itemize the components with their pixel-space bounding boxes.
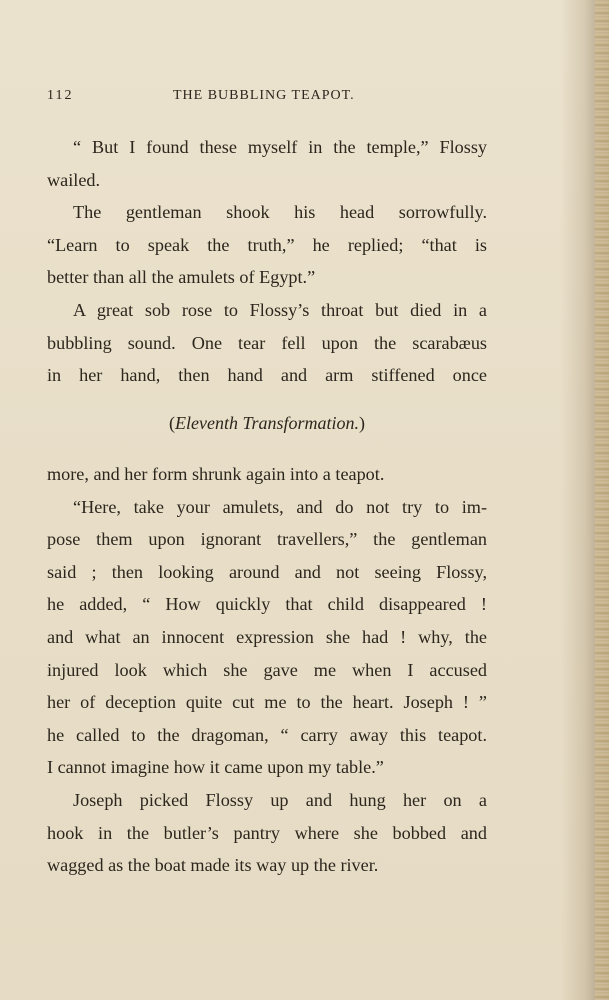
text-line: said ; then looking around and not seeing Flossy, <box>47 561 487 582</box>
caption-close-paren: ) <box>359 413 365 433</box>
illustration-caption <box>47 408 487 438</box>
text-line: hook in the butler’s pantry where she bobbed and <box>47 822 487 843</box>
page-edge <box>595 0 609 1000</box>
text-line: The gentleman shook his head sorrowfully. <box>73 202 487 223</box>
text-line: he called to the dragoman, “ carry away this teapot. <box>47 724 487 745</box>
caption-open-paren: ( <box>169 413 175 433</box>
text-line: A great sob rose to Flossy’s throat but died in a <box>73 299 487 320</box>
text-line: pose them upon ignorant travellers,” the gentleman <box>47 529 487 550</box>
text-line: more, and her form shrunk again into a teapot. <box>47 464 385 484</box>
page-number: 112 <box>47 88 74 103</box>
text-line: “Learn to speak the truth,” he replied; “that is <box>47 234 487 255</box>
text-line: I cannot imagine how it came upon my table.” <box>47 757 384 778</box>
text-line: injured look which she gave me when I accused <box>47 659 487 680</box>
text-line: her of deception quite cut me to the heart. Joseph ! ” <box>47 692 487 713</box>
text-line: and what an innocent expression she had ! why, the <box>47 626 487 647</box>
text-line: wailed. <box>47 169 101 190</box>
text-block-top <box>47 131 487 392</box>
text-line: better than all the amulets of Egypt.” <box>47 267 316 288</box>
text-line: he added, “ How quickly that child disappeared ! <box>47 594 487 615</box>
text-line: in her hand, then hand and arm stiffened once <box>47 365 487 386</box>
text-line: wagged as the boat made its way up the river. <box>47 855 379 876</box>
running-head: THE BUBBLING TEAPOT. <box>173 88 355 103</box>
text-line: bubbling sound. One tear fell upon the scarabæus <box>47 332 487 353</box>
text-line: “ But I found these myself in the temple,” Flossy <box>73 137 487 157</box>
caption-text: Eleventh Transformation. <box>175 413 359 433</box>
text-line: “Here, take your amulets, and do not try to im- <box>73 496 487 517</box>
page-header <box>47 88 373 110</box>
text-block-bottom <box>47 458 487 882</box>
text-line: Joseph picked Flossy up and hung her on a <box>73 789 487 810</box>
